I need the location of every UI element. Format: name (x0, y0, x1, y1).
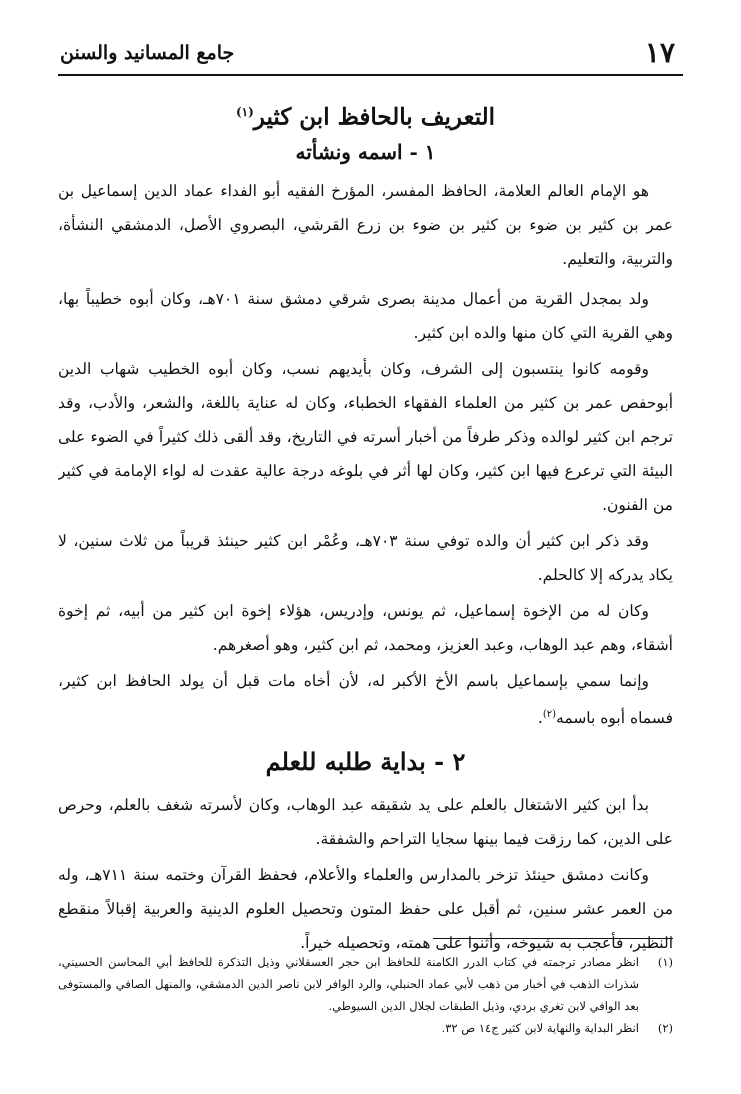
paragraph-text: وإنما سمي بإسماعيل باسم الأخ الأكبر له، لأن أخاه مات قبل أن يولد الحافظ ابن كثير، فسماه أبوه باسمه (58, 672, 673, 728)
paragraph: بدأ ابن كثير الاشتغال بالعلم على يد شقيقه عبد الوهاب، وكان لأسرته شغف بالعلم، وحرص على الدين، كما رزقت فيما بينها سجايا التراحم والشفقة. (58, 796, 673, 848)
footnote-marker: (٢) (542, 709, 557, 720)
page-number: ١٧ (644, 36, 675, 69)
footnote (58, 951, 673, 1017)
footnote-rule (433, 938, 673, 939)
footnote-number: (١) (657, 955, 673, 969)
paragraph: وقد ذكر ابن كثير أن والده توفي سنة ٧٠٣هـ، وعُمْر ابن كثير حينئذ قريباً من ثلاث سنين، لا يكاد يدركه إلا كالحلم. (58, 532, 673, 584)
title-footnote-marker: (١) (235, 105, 254, 119)
article-title (58, 92, 673, 134)
paragraph (58, 664, 673, 732)
section-heading-name-upbringing: ١ - اسمه ونشأته (295, 140, 436, 164)
paragraph: وكانت دمشق حينئذ تزخر بالمدارس والعلماء والأعلام، فحفظ القرآن وختمه سنة ٧١١هـ، وله من العمر عشر سنين، ثم أقبل على حفظ المتون وتحصيل العلوم الدينية والعربية إقبالاً منقطع النظير، فأعجب به شيوخه، وأثنوا على همته، وتحصيله خيراً. (58, 866, 673, 952)
footnote-text: انظر مصادر ترجمته في كتاب الدرر الكامنة للحافظ ابن حجر العسقلاني وذيل التذكرة للحافظ أبي المحاسن الحسيني، شذرات الذهب في أخبار من ذهب لأبي عماد الحنبلي، والرد الوافر لابن ناصر الدين الدمشقي، والمنهل الصافي والمستوفى بعد الوافي لابن تغري بردي، وذيل الطبقات لجلال الدين السيوطي. (58, 955, 639, 1013)
running-title: جامع المسانيد والسنن (60, 42, 235, 64)
header-rule (58, 74, 683, 76)
paragraph-end: . (537, 709, 543, 728)
footnotes (58, 938, 673, 1039)
paragraph: هو الإمام العالم العلامة، الحافظ المفسر، المؤرخ الفقيه أبو الفداء عماد الدين إسماعيل بن عمر بن كثير بن ضوء بن كثير بن ضوء بن زرع القرشي، البصروي الأصل، الدمشقي النشأة، والتربية، والتعليم. (58, 182, 673, 268)
paragraph: وكان له من الإخوة إسماعيل، ثم يونس، وإدريس، هؤلاء إخوة ابن كثير من أبيه، ثم إخوة أشقاء، وهم عبد الوهاب، وعبد العزيز، ومحمد، ثم ابن كثير، وهو أصغرهم. (58, 602, 673, 654)
page-body (58, 92, 673, 960)
footnote-text: انظر البداية والنهاية لابن كثير ج١٤ ص ٣٢. (441, 1021, 639, 1035)
footnote-number: (٢) (657, 1021, 673, 1035)
footnote (58, 1017, 673, 1039)
paragraph: ولد بمجدل القرية من أعمال مدينة بصرى شرقي دمشق سنة ٧٠١هـ، وكان أبوه خطيباً بها، وهي القرية التي كان منها والده ابن كثير. (58, 290, 673, 342)
page-header (58, 34, 683, 74)
article-title-text: التعريف بالحافظ ابن كثير (253, 103, 496, 131)
section-heading-seeking-knowledge: ٢ - بداية طلبه للعلم (265, 747, 466, 776)
paragraph: وقومه كانوا ينتسبون إلى الشرف، وكان بأيديهم نسب، وكان أبوه الخطيب شهاب الدين أبوحفص عمر بن كثير من العلماء الفقهاء الخطباء، وكان له عناية باللغة، والشعر، والأدب، وقد ترجم ابن كثير لوالده وذكر طرفاً من أخبار أسرته في التاريخ، وقد ألقى ذلك كثيراً في الضوء على البيئة التي ترعرع فيها ابن كثير، وكان لها أثر في بلوغه درجة عالية عقدت له لواء الإمامة في كثير من الفنون. (58, 360, 673, 514)
